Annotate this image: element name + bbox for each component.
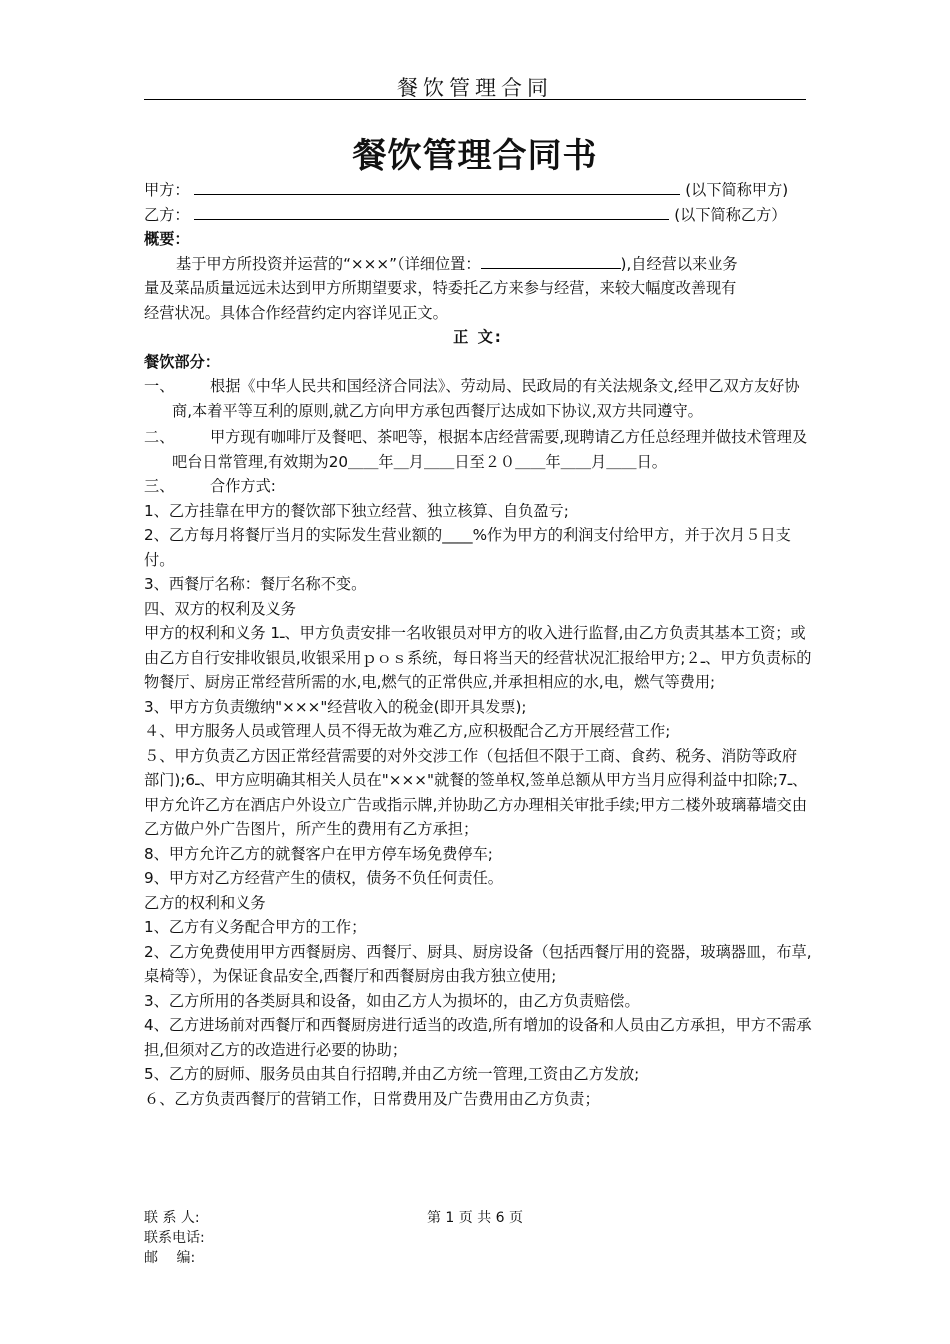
party-a-item: 9、甲方对乙方经营产生的债权，债务不负任何责任。 [144,869,503,887]
party-b-item: 1、乙方有义务配合甲方的工作； [144,918,367,936]
party-a-item: 甲方的权利和义务 1ـ、甲方负责安排一名收银员对甲方的收入进行监督,由乙方负责其基本工资；或由乙方自行安排收银员,收银采用ｐｏｓ系统，每日将当天的经营状况汇报给甲方;２ـ、甲方负责标的物餐厅、厨房正常经营所需的水,电,燃气的正常供应,并承担相应的水,电，燃气等费用; [144,624,812,691]
document-title: 餐饮管理合同书 [352,136,598,176]
clause-item [144,374,812,423]
clause-text: 合作方式: [210,477,276,495]
party-b-line [144,203,812,228]
party-a-suffix: (以下简称甲方) [685,181,789,199]
party-b-item: 2、乙方免费使用甲方西餐厨房、西餐厅、厨具、厨房设备（包括西餐厅用的瓷器，玻璃器皿，布草,桌椅等），为保证食品安全,西餐厅和西餐厨房由我方独立使用; [144,942,812,985]
cooperation-item: 1、乙方挂靠在甲方的餐饮部下独立经营、独立核算、自负盈亏; [144,501,569,520]
cooperation-item: 3、西餐厅名称：餐厅名称不变。 [144,575,367,593]
location-blank [481,253,621,269]
party-b-item: 4、乙方进场前对西餐厅和西餐厨房进行适当的改造,所有增加的设备和人员由乙方承担，甲方不需承担,但须对乙方的改造进行必要的协助； [144,1016,812,1059]
clause-item [144,425,812,474]
party-a-item: 3、甲方方负责缴纳"×××"经营收入的税金(即开具发票); [144,697,527,716]
summary-text: 基于甲方所投资并运营的“×××”（详细位置： [176,254,481,273]
clause-number: 三、 [144,477,175,495]
summary-line-3: 经营状况。具体合作经营约定内容详见正文。 [144,303,448,322]
party-a-line [144,178,812,203]
party-b-item: 5、乙方的厨师、服务员由其自行招聘,并由乙方统一管理,工资由乙方发放; [144,1065,640,1083]
summary-text: ),自经营以来业务 [620,254,738,273]
party-b-heading: 乙方的权利和义务 [144,893,266,912]
party-a-item: ４、甲方服务人员或管理人员不得无故为难乙方,应积极配合乙方开展经营工作; [144,722,671,740]
party-b-item: ６、乙方负责西餐厅的营销工作，日常费用及广告费用由乙方负责； [144,1089,600,1108]
cooperation-item: 2、乙方每月将餐厅当月的实际发生营业额的____%作为甲方的利润支付给甲方，并于次月５日支付。 [144,526,791,569]
clause-number: 一、 [144,377,175,395]
clause-item [144,474,812,499]
summary-line-2: 量及菜品质量远远未达到甲方所期望要求，特委托乙方来参与经营，来较大幅度改善现有 [144,279,737,297]
party-b-suffix: (以下简称乙方） [674,205,787,224]
footer-contact: 联 系 人: [144,1210,200,1226]
party-a-label: 甲方： [144,181,190,199]
page-number: 第 1 页 共 6 页 [426,1210,524,1226]
party-b-blank [194,204,669,220]
party-a-item: ５、甲方负责乙方因正常经营需要的对外交涉工作（包括但不限于工商、食药、税务、消防等政府部门);6ـ、甲方应明确其相关人员在"×××"就餐的签单权,签单总额从甲方当月应得利益中扣除;7ـ、甲方允许乙方在酒店户外设立广告或指示牌,并协助乙方办理相关审批手续;甲方二楼外玻璃幕墙交由乙方做户外广告图片，所产生的费用有乙方承担； [144,746,808,838]
section-heading: 餐饮部分： [144,352,220,371]
document-body [144,178,812,1111]
party-b-label: 乙方： [144,205,190,224]
party-a-item: 8、甲方允许乙方的就餐客户在甲方停车场免费停车; [144,844,493,863]
clause-text: 根据《中华人民共和国经济合同法》、劳动局、民政局的有关法规条文,经甲乙双方友好协商,本着平等互利的原则,就乙方向甲方承包西餐厅达成如下协议,双方共同遵守。 [172,377,800,420]
main-heading: 正 文: [453,328,503,346]
summary-line-1 [144,252,812,277]
party-a-blank [194,179,680,195]
footer-phone: 联系电话: [144,1230,205,1246]
clause-number: 二、 [144,428,175,446]
footer-postcode: 邮 编: [144,1250,196,1266]
header-rule [144,99,806,100]
rights-heading: 四、双方的权利及义务 [144,599,296,618]
party-b-item: 3、乙方所用的各类厨具和设备，如由乙方人为损坏的，由乙方负责赔偿。 [144,991,640,1010]
page-footer [144,1208,806,1268]
summary-heading: 概要： [144,230,190,248]
clause-text: 甲方现有咖啡厅及餐吧、茶吧等，根据本店经营需要,现聘请乙方任总经理并做技术管理及吧台日常管理,有效期为20＿＿年＿月＿＿日至２０＿＿年＿＿月＿＿日。 [172,428,808,471]
running-header: 餐饮管理合同 [397,76,553,100]
